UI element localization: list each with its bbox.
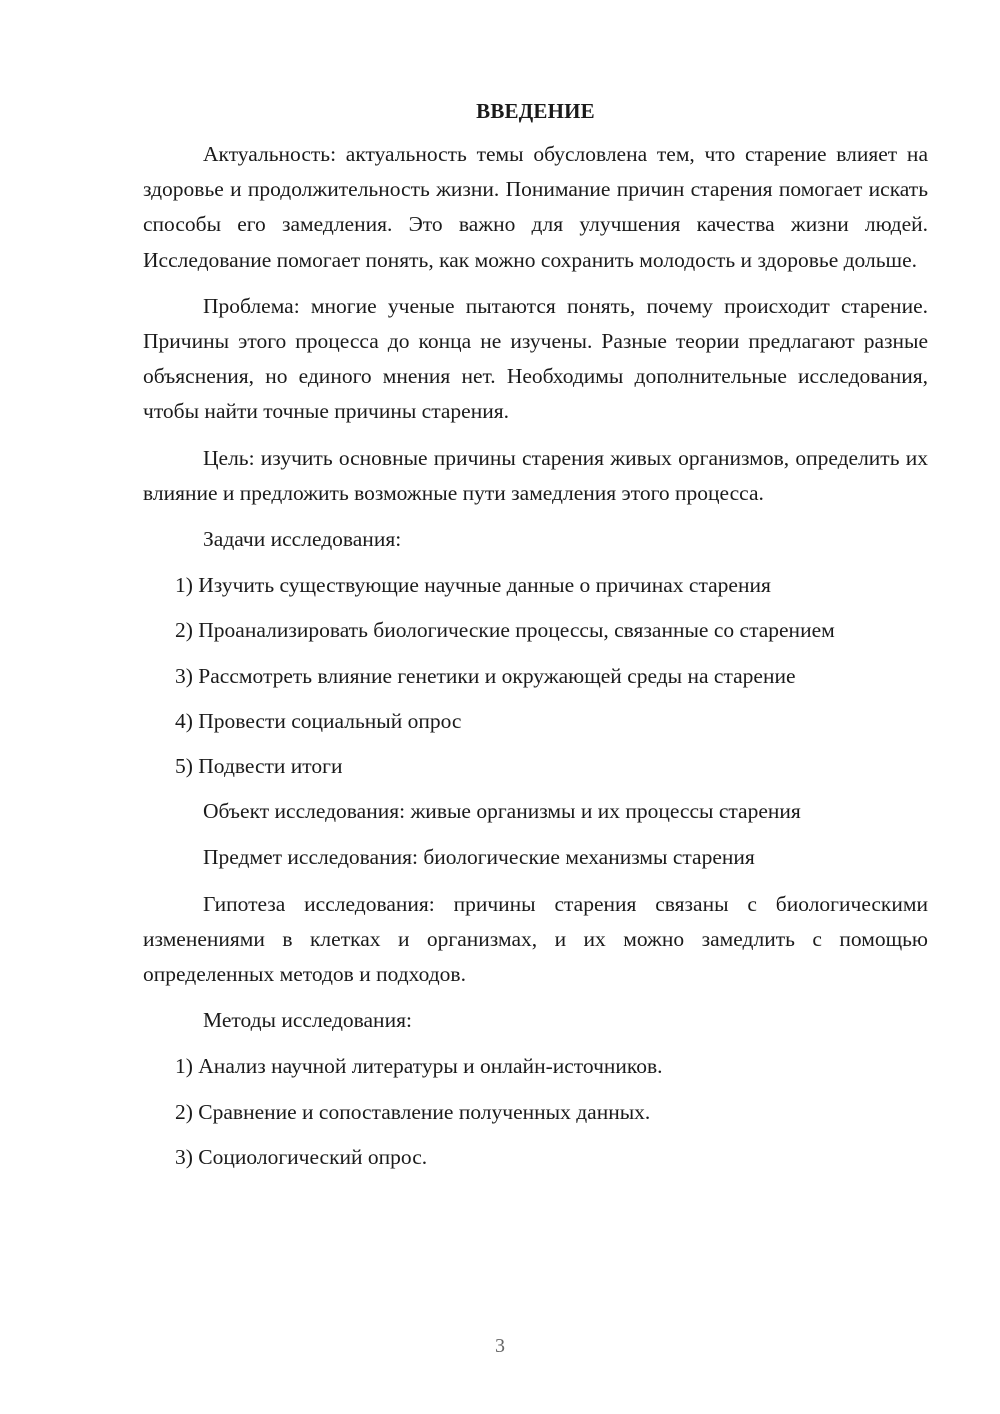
section-title: ВВЕДЕНИЕ	[476, 99, 595, 123]
tasks-list	[143, 568, 928, 784]
task-item: 3) Рассмотреть влияние генетики и окружающей среды на старение	[175, 663, 796, 688]
method-item: 3) Социологический опрос.	[175, 1144, 428, 1169]
relevance-paragraph: Актуальность: актуальность темы обусловлена тем, что старение влияет на здоровье и продолжительность жизни. Понимание причин старения помогает искать способы его замедления. Это важно для улучшения качества жизни людей. Исследование помогает понять, как можно сохранить молодость и здоровье дольше.	[143, 142, 928, 272]
task-item: 4) Провести социальный опрос	[175, 708, 462, 733]
hypothesis-paragraph: Гипотеза исследования: причины старения связаны с биологическими изменениями в клетках и организмах, и их можно замедлить с помощью определенных методов и подходов.	[143, 891, 928, 987]
task-item: 1) Изучить существующие научные данные о причинах старения	[175, 573, 771, 598]
method-item: 1) Анализ научной литературы и онлайн-источников.	[175, 1054, 663, 1079]
task-item: 5) Подвести итоги	[175, 754, 343, 779]
task-item: 2) Проанализировать биологические процессы, связанные со старением	[175, 618, 835, 643]
methods-heading: Методы исследования:	[203, 1008, 412, 1033]
problem-paragraph: Проблема: многие ученые пытаются понять, почему происходит старение. Причины этого процесса до конца не изучены. Разные теории предлагают разные объяснения, но единого мнения нет. Необходимы дополнительные исследования, чтобы найти точные причины старения.	[143, 293, 928, 424]
tasks-heading: Задачи исследования:	[203, 527, 402, 552]
object-paragraph: Объект исследования: живые организмы и их процессы старения	[203, 799, 801, 824]
methods-list	[143, 1049, 928, 1175]
goal-paragraph: Цель: изучить основные причины старения живых организмов, определить их влияние и предложить возможные пути замедления этого процесса.	[143, 445, 928, 505]
page-number: 3	[495, 1335, 505, 1357]
document-page	[143, 96, 928, 1185]
method-item: 2) Сравнение и сопоставление полученных данных.	[175, 1099, 651, 1124]
subject-paragraph: Предмет исследования: биологические механизмы старения	[203, 845, 755, 870]
